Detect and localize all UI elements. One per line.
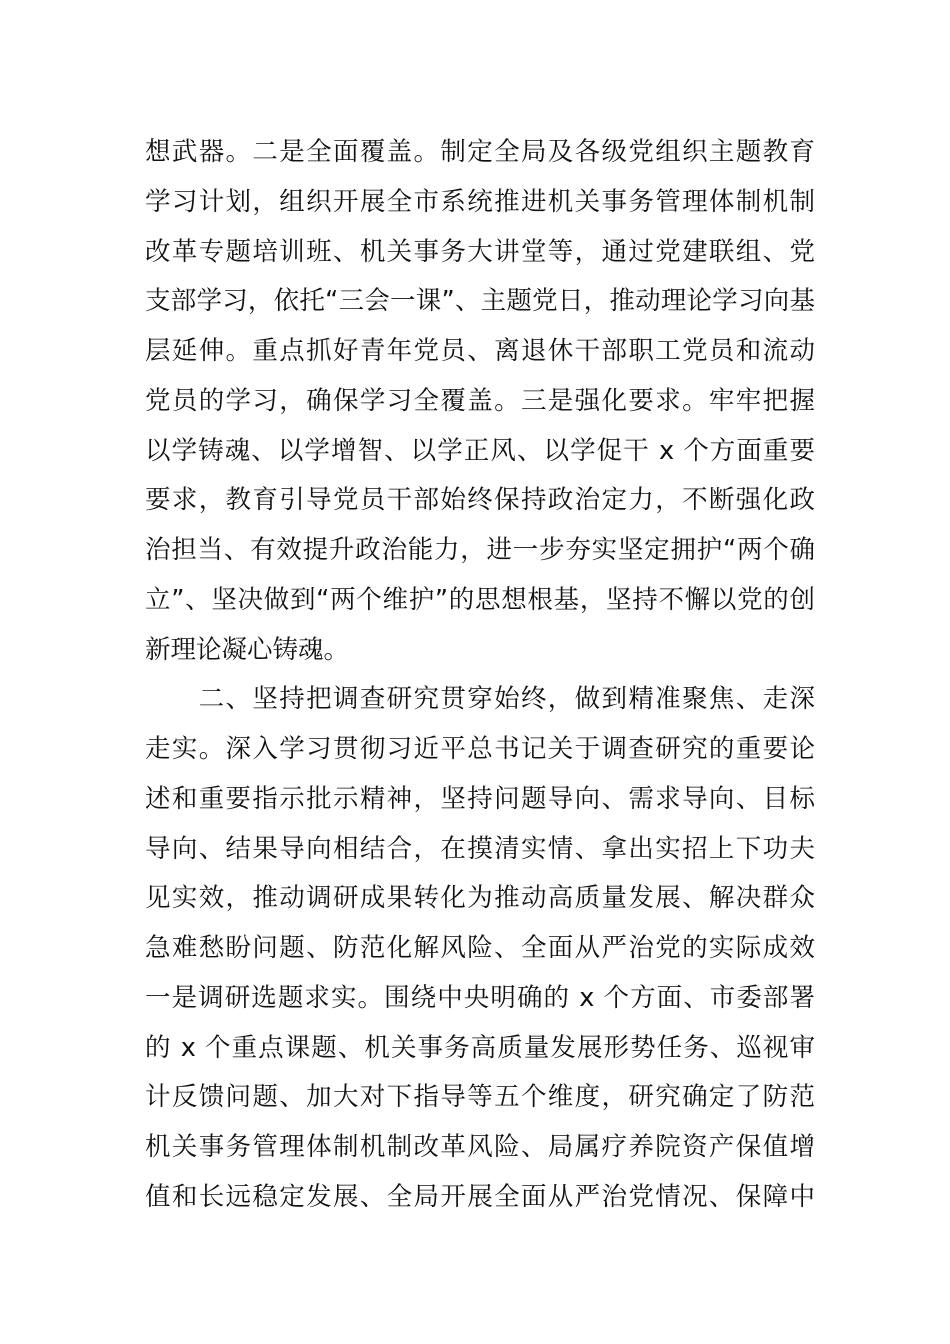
text-line: 改革专题培训班、机关事务大讲堂等，通过党建联组、党 bbox=[145, 236, 815, 267]
text-line: 走实。深入学习贯彻习近平总书记关于调查研究的重要论 bbox=[145, 734, 815, 764]
text-line: 机关事务管理体制机制改革风险、局属疗养院资产保值增 bbox=[145, 1132, 815, 1162]
text-line: 支部学习，依托“三会一课”、主题党日，推动理论学习向基 bbox=[145, 286, 815, 317]
text-line: 导向、结果导向相结合，在摸清实情、拿出实招上下功夫 bbox=[145, 833, 815, 864]
body-text bbox=[145, 128, 815, 1223]
text-line: 计反馈问题、加大对下指导等五个维度，研究确定了防范 bbox=[145, 1082, 815, 1113]
section-heading-line: 二、坚持把调查研究贯穿始终，做到精准聚焦、走深 bbox=[145, 684, 815, 715]
text-line: 学习计划，组织开展全市系统推进机关事务管理体制机制 bbox=[145, 186, 815, 217]
text-line: 述和重要指示批示精神，坚持问题导向、需求导向、目标 bbox=[145, 783, 815, 814]
text-line: 一是调研选题求实。围绕中央明确的 x 个方面、市委部署 bbox=[145, 982, 815, 1013]
text-line: 急难愁盼问题、防范化解风险、全面从严治党的实际成效 bbox=[145, 933, 815, 963]
text-line: 的 x 个重点课题、机关事务高质量发展形势任务、巡视审 bbox=[145, 1032, 815, 1063]
text-line: 立”、坚决做到“两个维护”的思想根基，坚持不懈以党的创 bbox=[145, 584, 815, 615]
paragraph-end-line: 新理论凝心铸魂。 bbox=[145, 634, 350, 665]
text-line: 党员的学习，确保学习全覆盖。三是强化要求。牢牢把握 bbox=[145, 385, 815, 416]
text-line: 见实效，推动调研成果转化为推动高质量发展、解决群众 bbox=[145, 883, 815, 914]
text-line: 要求，教育引导党员干部始终保持政治定力，不断强化政 bbox=[145, 485, 815, 516]
text-line: 以学铸魂、以学增智、以学正风、以学促干 x 个方面重要 bbox=[145, 435, 815, 466]
text-line: 层延伸。重点抓好青年党员、离退休干部职工党员和流动 bbox=[145, 336, 815, 366]
text-line: 治担当、有效提升政治能力，进一步夯实坚定拥护“两个确 bbox=[145, 535, 815, 565]
text-line: 想武器。二是全面覆盖。制定全局及各级党组织主题教育 bbox=[145, 137, 815, 167]
text-line: 值和长远稳定发展、全局开展全面从严治党情况、保障中 bbox=[145, 1181, 815, 1212]
